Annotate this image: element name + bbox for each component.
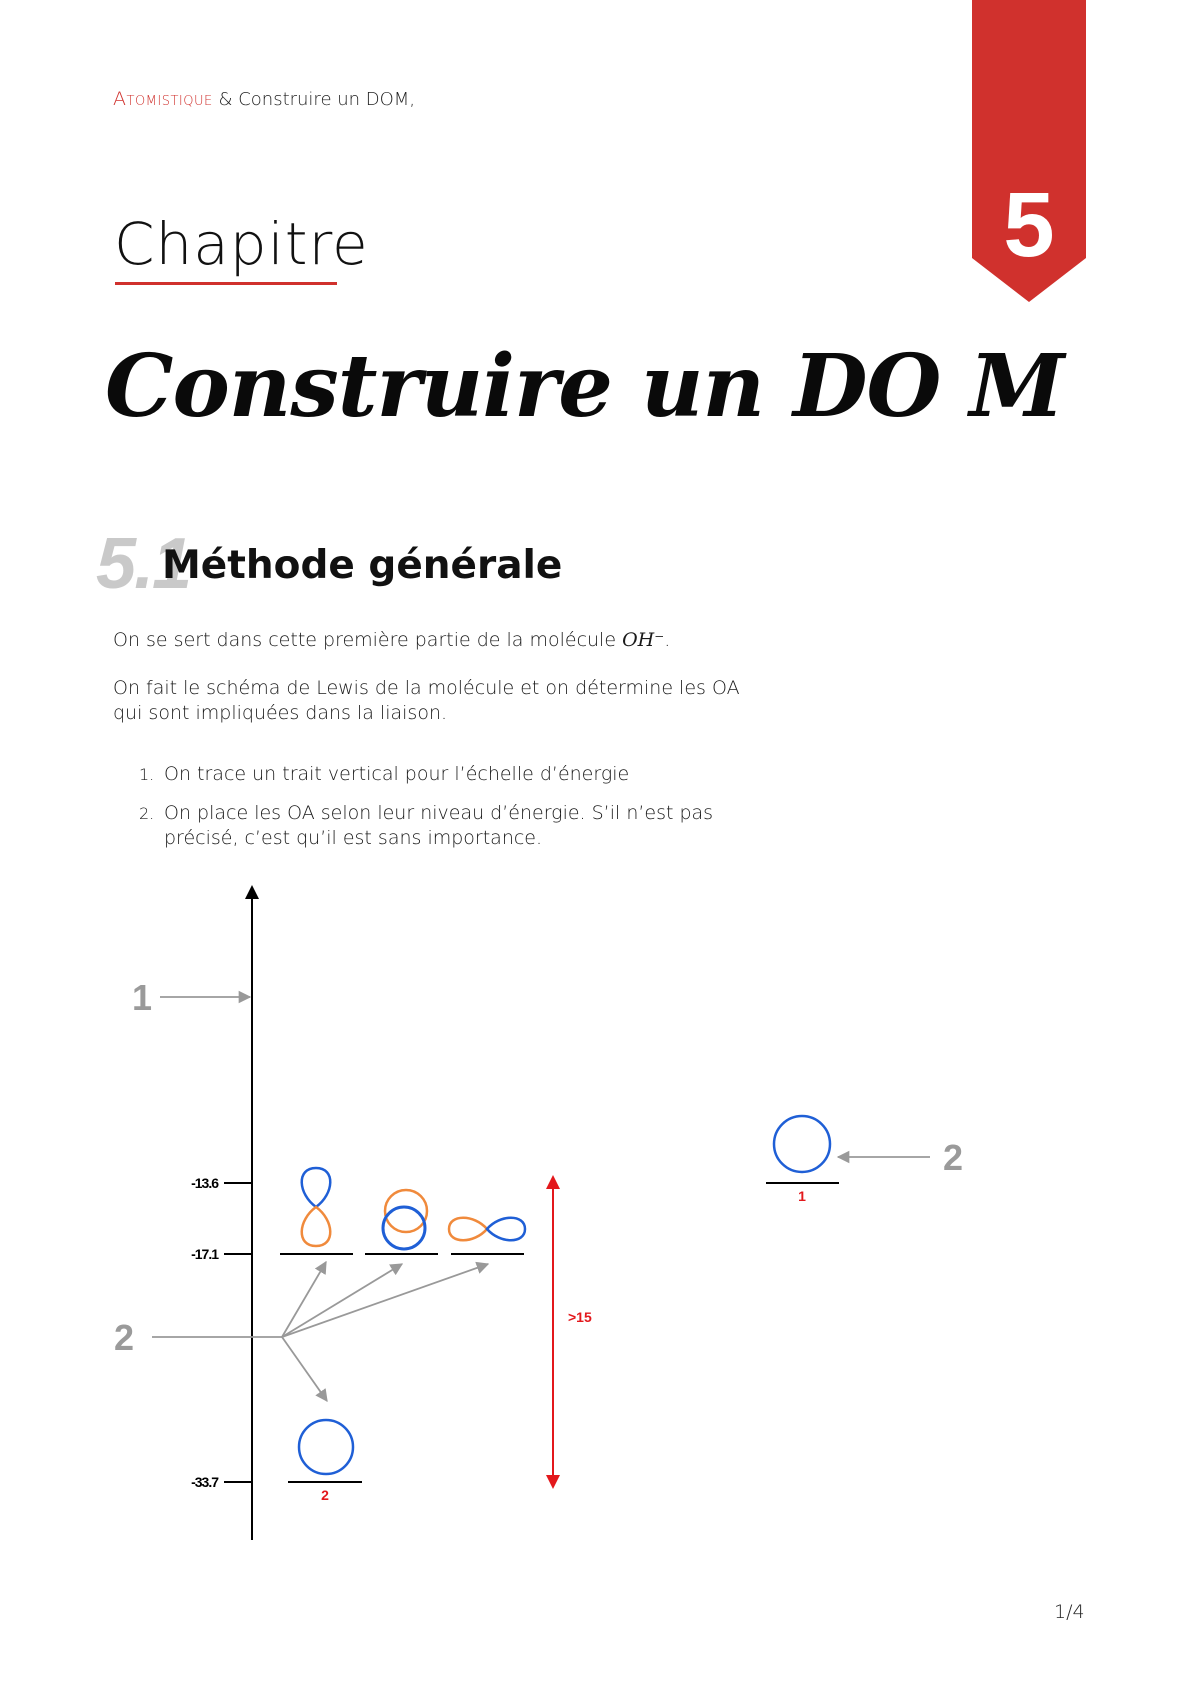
page-number: 1/4 — [1054, 1601, 1085, 1623]
paragraph-intro — [113, 628, 753, 653]
mo-diagram — [0, 870, 1191, 1570]
step-2-label: 2 — [113, 1317, 135, 1358]
list-text: On trace un trait vertical pour l’échelle d’énergie — [164, 763, 630, 785]
chapter-label: Chapitre — [114, 210, 369, 278]
chapter-ribbon — [972, 0, 1086, 302]
list-item — [113, 762, 763, 787]
chapter-underline — [115, 282, 337, 285]
list-item — [113, 801, 763, 851]
pz-orbital-icon — [302, 1168, 331, 1246]
o-2s-orbital-icon — [299, 1420, 353, 1474]
paragraph-lewis: On fait le schéma de Lewis de la molécule et on détermine les OA qui sont impliquées dans la liaison. — [113, 677, 740, 724]
o-2s-label: 2 — [321, 1487, 329, 1503]
h-1s-orbital-icon — [774, 1116, 830, 1172]
page-title: Construire un DO M — [105, 336, 1064, 437]
intro-text: On se sert dans cette première partie de la molécule — [113, 629, 623, 651]
py-orbital-icon — [383, 1190, 427, 1249]
step-2-arrow — [282, 1262, 326, 1337]
tick-label: -17.1 — [191, 1246, 218, 1262]
header-rest: & Construire un DOM, — [212, 89, 416, 110]
list-number: 1. — [139, 765, 155, 784]
h-step-label: 2 — [942, 1137, 964, 1178]
tick-label: -33.7 — [191, 1474, 218, 1490]
molecule-formula: OH⁻ — [622, 629, 665, 651]
energy-gap-label: >15 — [568, 1309, 592, 1325]
list-number: 2. — [139, 804, 155, 823]
chapter-number: 5 — [1003, 174, 1055, 276]
intro-end: . — [664, 629, 671, 651]
h-1s-label: 1 — [798, 1188, 806, 1204]
list-text: On place les OA selon leur niveau d’énergie. S’il n’est pas précisé, c’est qu’il est sans importance. — [164, 802, 714, 849]
tick-label: -13.6 — [191, 1175, 218, 1191]
running-header — [113, 88, 415, 110]
header-subject: Atomistique — [113, 88, 213, 110]
px-orbital-icon — [449, 1218, 525, 1241]
section-number: 5.1 — [96, 524, 191, 604]
step-2-arrow — [282, 1337, 327, 1401]
step-1-label: 1 — [131, 977, 153, 1018]
section-title: Méthode générale — [162, 543, 563, 588]
